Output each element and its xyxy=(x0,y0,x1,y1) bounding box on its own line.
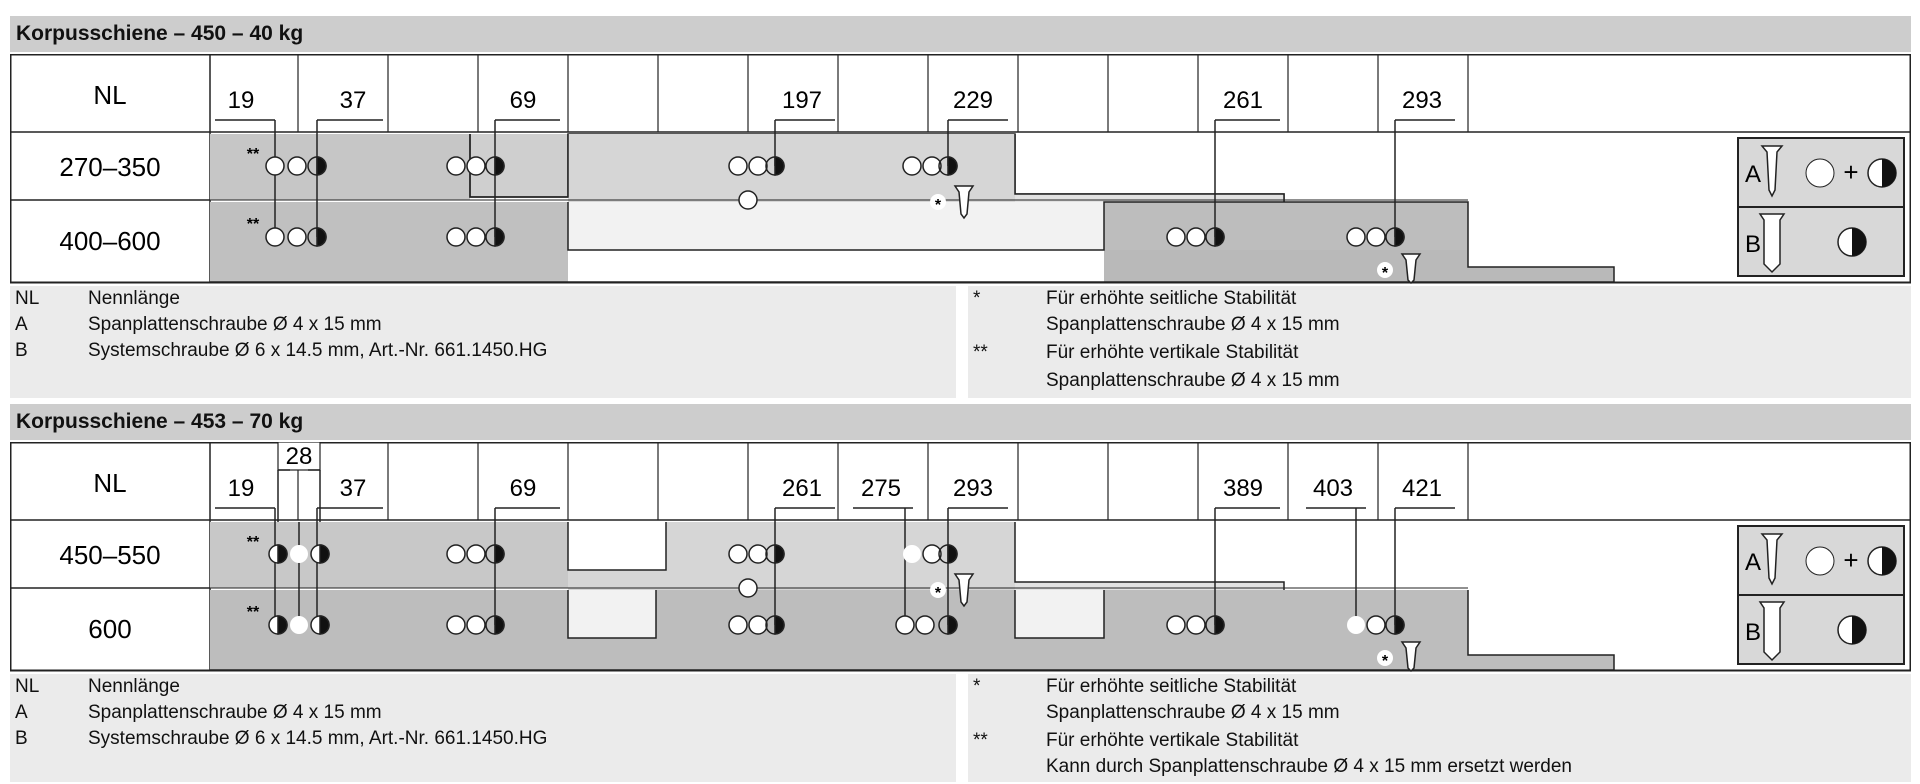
position-label: 37 xyxy=(339,87,367,114)
position-label: 261 xyxy=(1222,87,1264,114)
star-marker: ** xyxy=(246,146,260,163)
position-label: 197 xyxy=(781,87,823,114)
star-marker: ** xyxy=(246,534,260,551)
star-marker: * xyxy=(934,585,942,602)
mounting-diagram xyxy=(10,54,1911,284)
star-marker: * xyxy=(934,197,942,214)
key-b-label: B xyxy=(1745,231,1762,258)
key-a-label: A xyxy=(1745,549,1762,576)
nl-header: NL xyxy=(93,80,127,110)
position-label: 229 xyxy=(952,87,994,114)
system-screw-icon xyxy=(1760,602,1784,660)
position-label: 28 xyxy=(285,443,313,470)
mounting-diagram xyxy=(10,442,1911,672)
row-label: 600 xyxy=(88,614,132,644)
position-label: 69 xyxy=(509,87,537,114)
position-label: 293 xyxy=(1401,87,1443,114)
screw-key xyxy=(1738,526,1904,664)
section-title: Korpusschiene – 453 – 70 kg xyxy=(10,404,1911,440)
star-marker: * xyxy=(1381,653,1389,670)
key-b-label: B xyxy=(1745,619,1762,646)
system-screw-icon xyxy=(1760,214,1784,272)
legend: NL Nennlänge A Spanplattenschraube Ø 4 x 15 mm B Systemschraube Ø 6 x 14.5 mm, Art.-Nr. 661.1450.HG * Für erhöhte seitliche Stabilität Spanplattenschraube Ø 4 x 15 mm ** Für erhöhte vertikale Stabilität Spanplattenschraube Ø 4 x 15 mm xyxy=(10,286,1911,398)
position-label: 389 xyxy=(1222,475,1264,502)
row-label: 450–550 xyxy=(59,540,161,570)
legend: NL Nennlänge A Spanplattenschraube Ø 4 x 15 mm B Systemschraube Ø 6 x 14.5 mm, Art.-Nr. 661.1450.HG * Für erhöhte seitliche Stabilität Spanplattenschraube Ø 4 x 15 mm ** Für erhöhte vertikale Stabilität Kann durch Spanplattenschraube Ø 4 x 15 mm ersetzt werden xyxy=(10,674,1911,782)
position-label: 69 xyxy=(509,475,537,502)
star-marker: ** xyxy=(246,216,260,233)
star-marker: ** xyxy=(246,604,260,621)
position-label: 37 xyxy=(339,475,367,502)
row-label: 270–350 xyxy=(59,152,161,182)
row-label: 400–600 xyxy=(59,226,161,256)
section-title: Korpusschiene – 450 – 40 kg xyxy=(10,16,1911,52)
position-label: 261 xyxy=(781,475,823,502)
position-label: 19 xyxy=(227,87,255,114)
position-label: 421 xyxy=(1401,475,1443,502)
screw-key xyxy=(1738,138,1904,276)
plus-sign: + xyxy=(1843,157,1859,187)
plus-sign: + xyxy=(1843,545,1859,575)
position-label: 293 xyxy=(952,475,994,502)
position-label: 19 xyxy=(227,475,255,502)
star-marker: * xyxy=(1381,265,1389,282)
position-label: 403 xyxy=(1312,475,1354,502)
position-label: 275 xyxy=(860,475,902,502)
key-a-label: A xyxy=(1745,161,1762,188)
nl-header: NL xyxy=(93,468,127,498)
